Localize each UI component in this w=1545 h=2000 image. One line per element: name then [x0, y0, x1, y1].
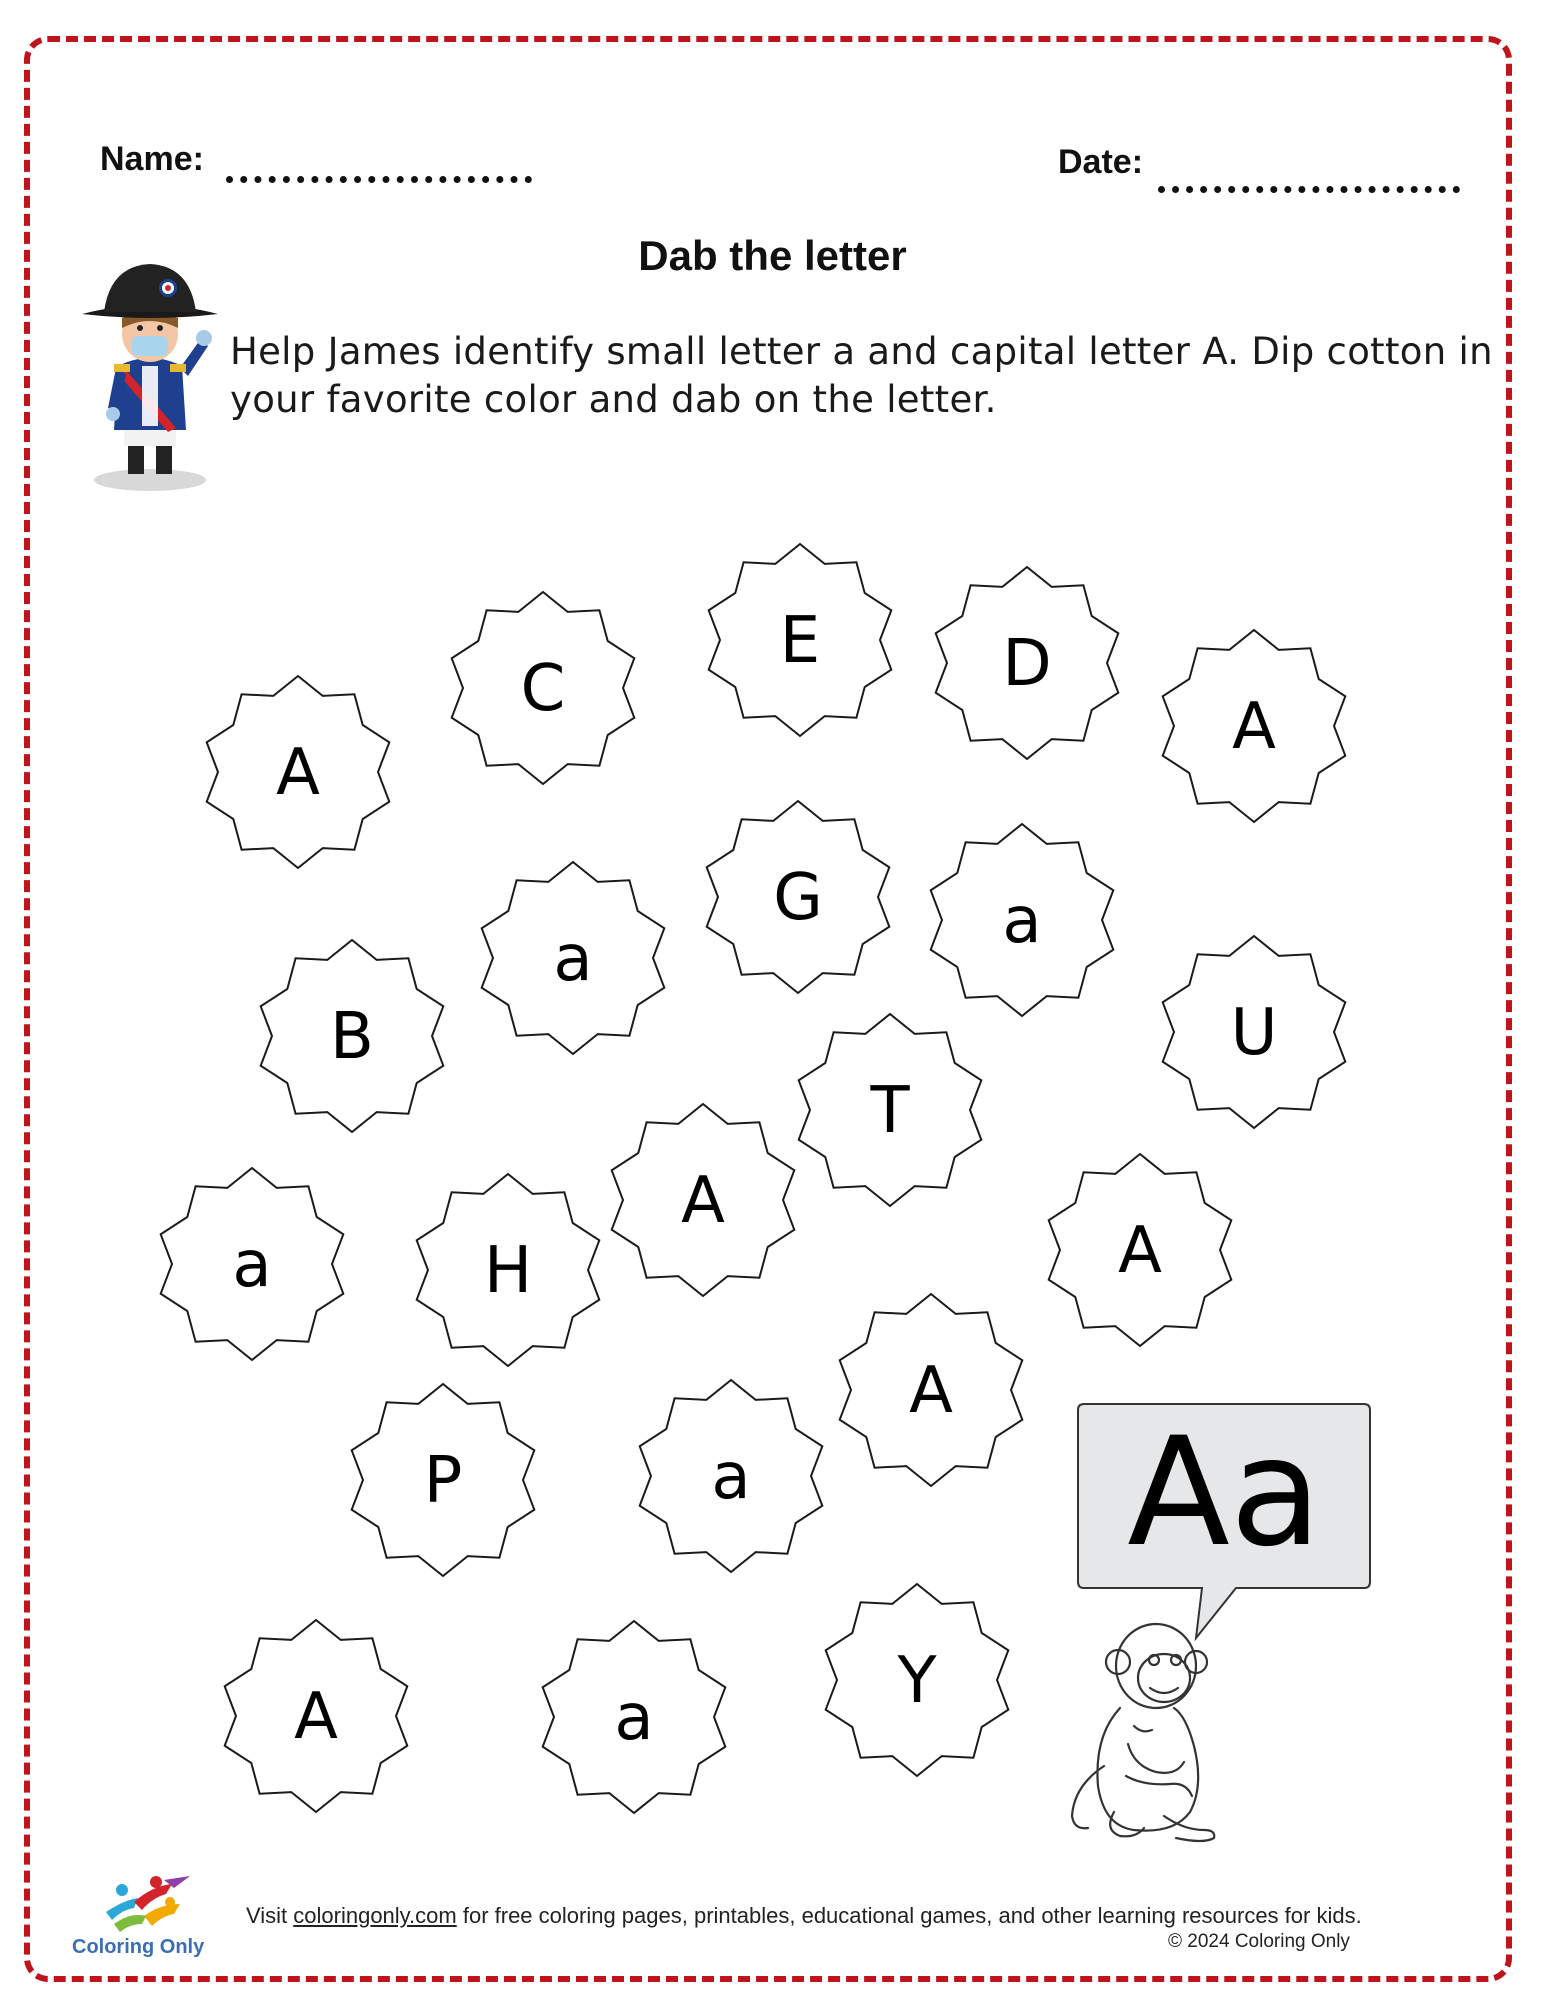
dab-letter: E: [779, 604, 821, 678]
dab-letter: Y: [897, 1644, 937, 1718]
dab-star-2[interactable]: [452, 592, 635, 784]
footer-link[interactable]: coloringonly.com: [293, 1903, 457, 1928]
dab-star-5[interactable]: [207, 676, 390, 868]
dab-letter: A: [294, 1680, 338, 1754]
dab-letter: G: [773, 861, 823, 935]
footer-text-after: for free coloring pages, printables, educational games, and other learning resources for kids.: [456, 1903, 1362, 1928]
copyright: © 2024 Coloring Only: [1168, 1931, 1350, 1952]
logo-text: Coloring Only: [72, 1936, 205, 1958]
dab-star-4[interactable]: [1163, 630, 1346, 822]
footer-text-before: Visit: [246, 1903, 294, 1928]
dab-letter: A: [276, 736, 320, 810]
name-label: Name:: [100, 140, 204, 178]
dab-letter: a: [1002, 884, 1042, 958]
dab-star-9[interactable]: [261, 940, 444, 1132]
dab-star-8[interactable]: [482, 862, 665, 1054]
dab-letter: A: [681, 1164, 725, 1238]
dab-letter: A: [909, 1354, 953, 1428]
speech-bubble-letters: Aa: [1127, 1406, 1322, 1580]
dab-star-19[interactable]: [225, 1620, 408, 1812]
dab-star-17[interactable]: [352, 1384, 535, 1576]
page-title: Dab the letter: [638, 232, 907, 279]
dab-letter: T: [870, 1074, 910, 1148]
dab-star-7[interactable]: [931, 824, 1114, 1016]
dab-letter: H: [483, 1234, 533, 1308]
dab-star-21[interactable]: [826, 1584, 1009, 1776]
dab-letter: B: [330, 1000, 374, 1074]
dab-letter: a: [614, 1681, 654, 1755]
date-label: Date:: [1058, 143, 1144, 181]
dab-star-12[interactable]: [612, 1104, 795, 1296]
dab-star-1[interactable]: [709, 544, 892, 736]
dab-letter: A: [1118, 1214, 1162, 1288]
dab-letter: U: [1230, 996, 1278, 1070]
dab-letter: C: [520, 652, 566, 726]
dab-letter: a: [232, 1228, 272, 1302]
dab-letter: a: [553, 922, 593, 996]
dab-star-6[interactable]: [707, 801, 890, 993]
dab-letter: A: [1232, 690, 1276, 764]
instructions-text: Help James identify small letter a and capital letter A. Dip cotton in your favorite color and dab on the letter.: [230, 330, 1493, 421]
dab-star-14[interactable]: [417, 1174, 600, 1366]
dab-star-10[interactable]: [1163, 936, 1346, 1128]
dab-letter: D: [1002, 627, 1052, 701]
dab-star-11[interactable]: [799, 1014, 982, 1206]
dab-star-3[interactable]: [936, 567, 1119, 759]
footer-text: [246, 1900, 1426, 1931]
dab-star-16[interactable]: [840, 1294, 1023, 1486]
dab-star-18[interactable]: [640, 1380, 823, 1572]
monkey-illustration: [1064, 1616, 1224, 1852]
dab-star-13[interactable]: [161, 1168, 344, 1360]
coloring-only-logo-icon: [94, 1872, 194, 1934]
dab-letter: P: [423, 1444, 463, 1518]
dab-letter: a: [711, 1440, 751, 1514]
dab-star-20[interactable]: [543, 1621, 726, 1813]
dab-star-15[interactable]: [1049, 1154, 1232, 1346]
